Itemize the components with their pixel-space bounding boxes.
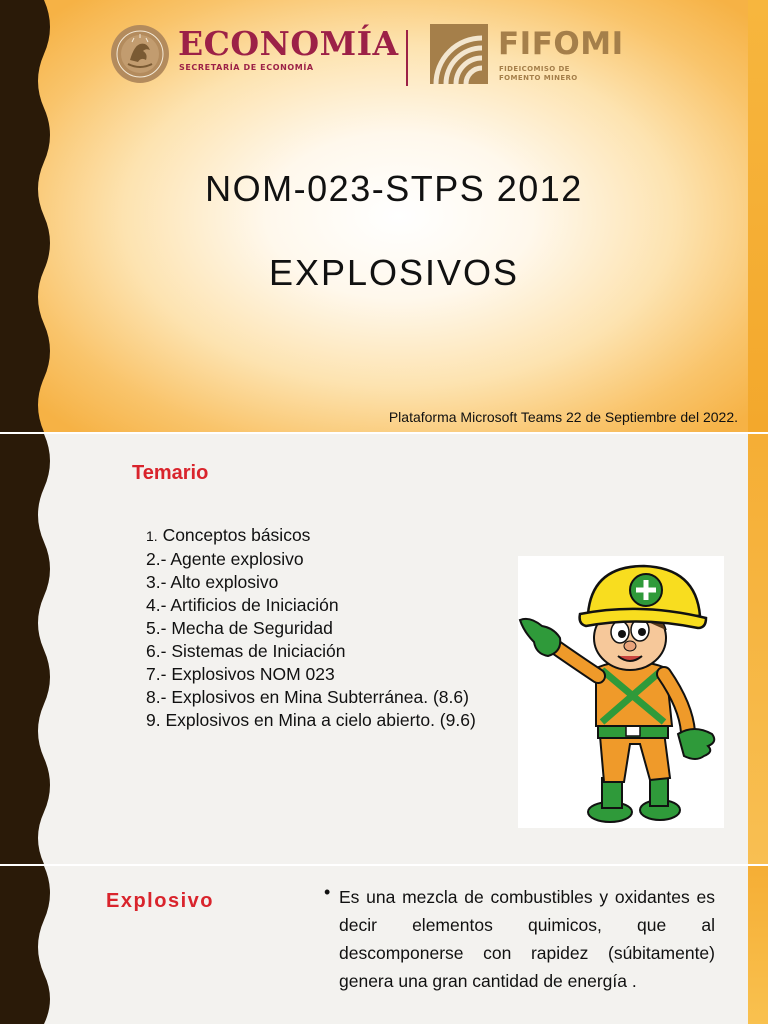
slide-title-norm: NOM-023-STPS 2012 <box>205 168 583 209</box>
agenda-item <box>146 663 476 686</box>
economia-logo-subtitle: SECRETARÍA DE ECONOMÍA <box>179 63 314 72</box>
fifomi-logo-mark-icon <box>430 24 488 84</box>
title-slide <box>0 0 768 432</box>
agenda-item-text: Artificios de Iniciación <box>170 595 339 615</box>
definition-heading: Explosivo <box>106 890 214 912</box>
right-accent-strip <box>748 866 768 1024</box>
fifomi-logo-title: FIFOMI <box>498 26 624 62</box>
agenda-item-number: 3.- <box>146 572 167 592</box>
agenda-item-text: Mecha de Seguridad <box>171 618 333 638</box>
wavy-border-left <box>0 866 60 1024</box>
agenda-item <box>146 686 476 709</box>
fifomi-subtitle-line1: FIDEICOMISO DE <box>499 65 570 73</box>
agenda-item-text: Explosivos en Mina Subterránea. (8.6) <box>171 687 469 707</box>
miner-mascot-image <box>518 556 724 828</box>
fifomi-subtitle-line2: FOMENTO MINERO <box>499 74 578 82</box>
agenda-heading: Temario <box>132 462 209 484</box>
agenda-item-text: Sistemas de Iniciación <box>171 641 346 661</box>
agenda-item-number: 4.- <box>146 595 167 615</box>
right-accent-strip <box>748 0 768 432</box>
definition-text: Es una mezcla de combustibles y oxidantes es decir elementos quimicos, que al descomponerse con rapidez (súbitamente) genera una gran cantidad de energía . <box>339 887 715 991</box>
agenda-item <box>146 548 476 571</box>
agenda-item-number: 2.- <box>146 549 167 569</box>
agenda-item <box>146 617 476 640</box>
wavy-border-left <box>0 434 60 864</box>
agenda-item-number: 8.- <box>146 687 167 707</box>
agenda-item <box>146 640 476 663</box>
agenda-item-text: Conceptos básicos <box>162 525 311 545</box>
agenda-item <box>146 571 476 594</box>
mexico-seal-icon <box>110 24 170 84</box>
economia-logo-title: ECONOMÍA <box>178 24 399 63</box>
platform-date-note: Plataforma Microsoft Teams 22 de Septiembre del 2022. <box>388 409 738 425</box>
right-accent-strip <box>748 434 768 864</box>
agenda-item <box>146 709 476 732</box>
miner-mascot-icon <box>518 556 724 828</box>
agenda-item-text: Alto explosivo <box>170 572 279 592</box>
slide-title-topic: EXPLOSIVOS <box>268 252 520 293</box>
definition-slide <box>0 866 768 1024</box>
agenda-item <box>146 524 476 548</box>
agenda-item-number: 9. <box>146 710 161 730</box>
wavy-border-left <box>0 0 60 432</box>
agenda-slide <box>0 434 768 864</box>
agenda-item-text: Agente explosivo <box>170 549 304 569</box>
bullet-marker: • <box>324 882 331 902</box>
fifomi-logo-subtitle <box>499 65 619 83</box>
agenda-item <box>146 594 476 617</box>
agenda-item-text: Explosivos NOM 023 <box>171 664 335 684</box>
agenda-list <box>146 524 476 732</box>
agenda-item-text: Explosivos en Mina a cielo abierto. (9.6) <box>165 710 476 730</box>
agenda-item-number: 5.- <box>146 618 167 638</box>
agenda-item-number: 6.- <box>146 641 167 661</box>
agenda-item-number: 1. <box>146 528 158 544</box>
logo-bar <box>108 22 648 88</box>
agenda-item-number: 7.- <box>146 664 167 684</box>
logo-divider <box>406 30 408 86</box>
